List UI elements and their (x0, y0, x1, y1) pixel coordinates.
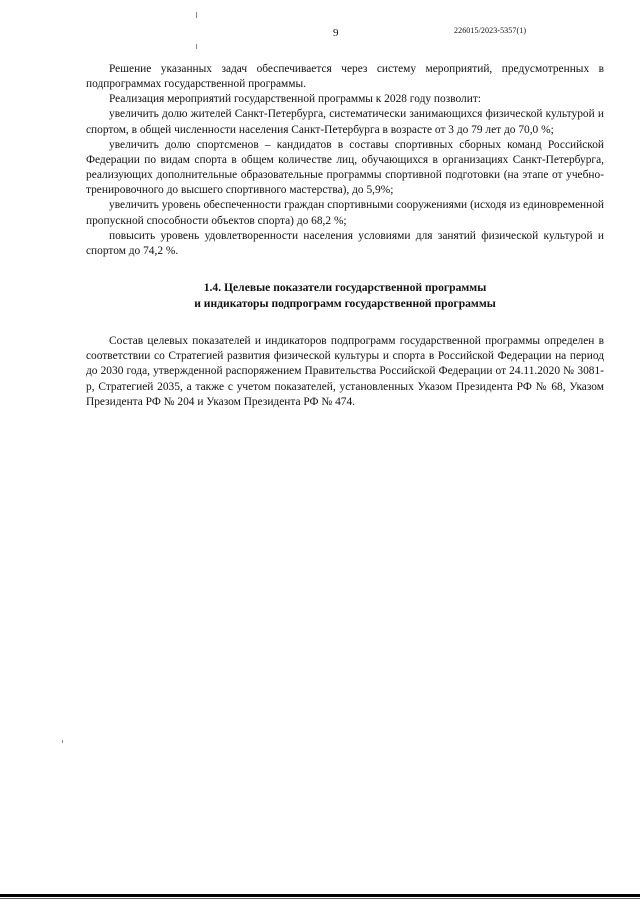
list-item: увеличить долю жителей Санкт-Петербурга, систематически занимающихся физической культурой и спортом, в общей численности населения Санкт-Петербурга в возрасте от 3 до 79 лет до 70,0 %; (86, 108, 604, 136)
document-id: 226015/2023-5357(1) (454, 26, 527, 35)
list-item: увеличить долю спортсменов – кандидатов в составы спортивных сборных команд Российской Федерации по видам спорта в общем количестве лиц, обучающихся в организациях Санкт-Петербурга, реализующих дополнительные образовательные программы спортивной подготовки (на этапе от учебно-тренировочного до высшего спортивного мастерства), до 5,9%; (86, 138, 604, 197)
scan-mark (196, 12, 197, 18)
document-body (86, 62, 604, 410)
paragraph: Реализация мероприятий государственной программы к 2028 году позволит: (109, 93, 481, 106)
scan-border (0, 898, 640, 899)
scan-border (0, 894, 640, 897)
paragraph: Решение указанных задач обеспечивается через систему мероприятий, предусмотренных в подпрограммах государственной программы. (86, 63, 604, 91)
paragraph: Состав целевых показателей и индикаторов подпрограмм государственной программы определен в соответствии со Стратегией развития физической культуры и спорта в Российской Федерации на период до 2030 года, утвержденной распоряжением Правительства Российской Федерации от 24.11.2020 № 3081-р, Стратегией 2035, а также с учетом показателей, установленных Указом Президента РФ № 68, Указом Президента РФ № 204 и Указом Президента РФ № 474. (86, 335, 604, 408)
scan-mark (196, 44, 197, 49)
section-heading (86, 280, 604, 311)
section-heading-line: 1.4. Целевые показатели государственной программы (203, 281, 487, 295)
list-item: повысить уровень удовлетворенности населения условиями для занятий физической культурой и спортом до 74,2 %. (86, 229, 604, 257)
scan-mark (62, 740, 63, 743)
list-item: увеличить уровень обеспеченности граждан спортивными сооружениями (исходя из единовременной пропускной способности объектов спорта) до 68,2 %; (86, 199, 604, 227)
section-heading-line: и индикаторы подпрограмм государственной программы (194, 296, 496, 310)
page-number: 9 (333, 27, 339, 39)
